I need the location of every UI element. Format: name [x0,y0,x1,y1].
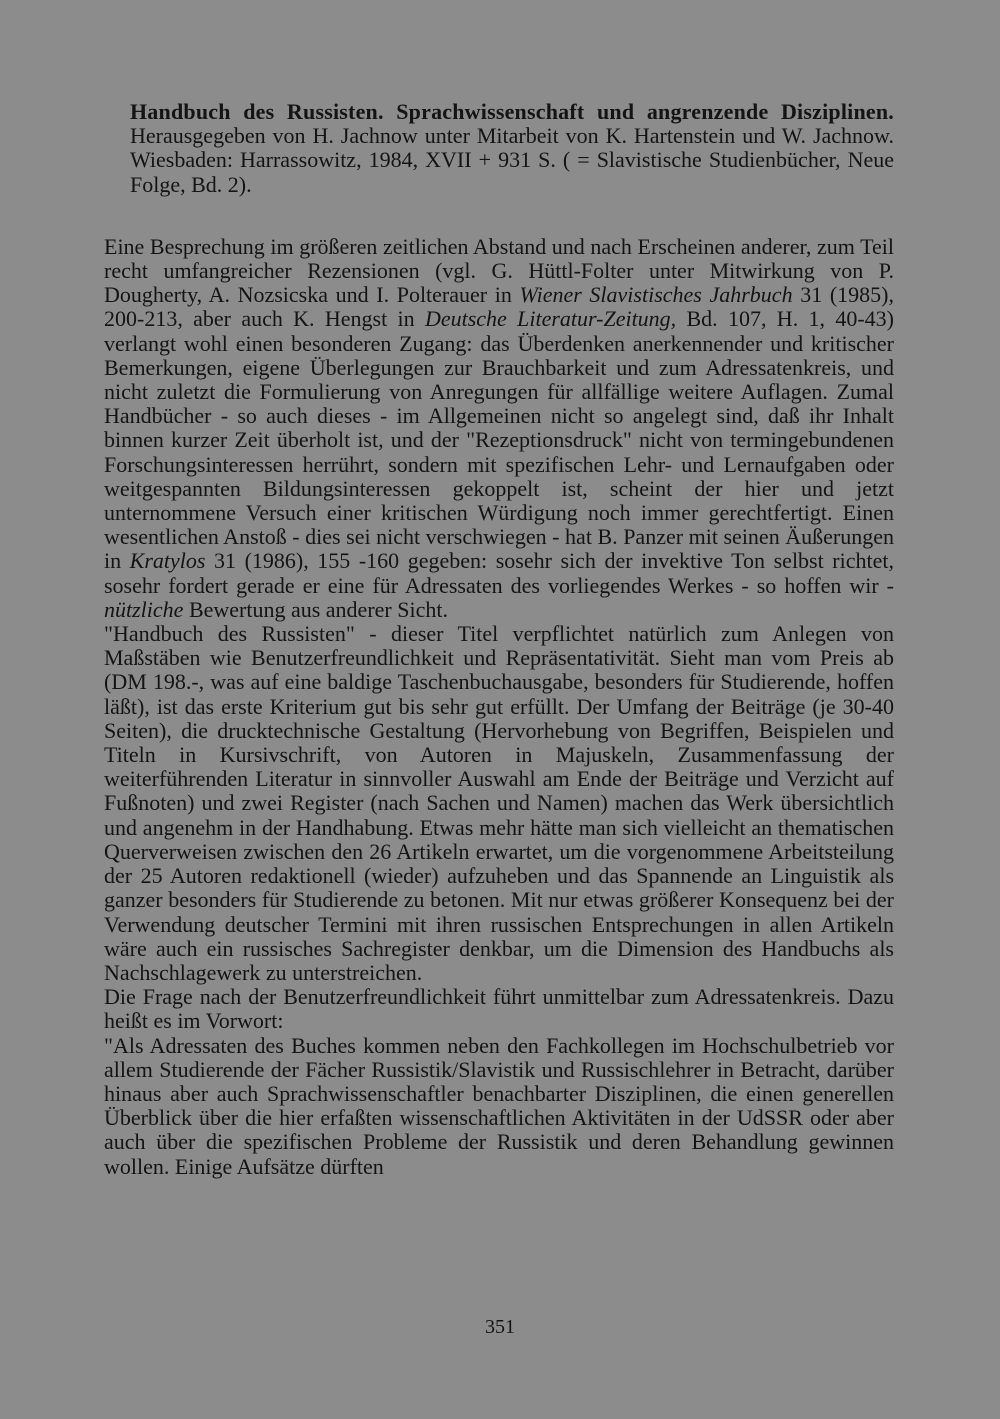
paragraph-1-text-c: Bd. 107, H. 1, 40-43) verlangt wohl einen besonderen Zugang: das Überdenken anerkennender und kritischer Bemerkungen, eigene Überlegungen zur Brauchbarkeit und zum Adressatenkreis, und nicht zuletzt die Formulierung von Anregungen für allfällige weitere Auflagen. Zumal Handbücher - so auch dieses - im Allgemeinen nicht so angelegt sind, daß ihr Inhalt binnen kurzer Zeit überholt ist, und der "Rezeptionsdruck" nicht von termingebundenen Forschungsinteressen herrührt, sondern mit spezifischen Lehr- und Lernaufgaben oder weitgespannten Bildungsinteressen gekoppelt ist, scheint der hier und jetzt unternommene Versuch einer kritischen Würdigung noch immer gerechtfertigt. Einen wesentlichen Anstoß - dies sei nicht verschwiegen - hat B. Panzer mit seinen Äußerungen in [104,306,894,574]
journal-title: Deutsche Literatur-Zeitung, [424,306,677,332]
paragraph-1-text-b: 31 (1985), 200-213, aber auch K. Hengst in [104,282,894,332]
paragraph-3: Die Frage nach der Benutzerfreundlichkeit führt unmittelbar zum Adressatenkreis. Dazu heißt es im Vorwort: [104,984,894,1034]
paragraph-1-text-a: Eine Besprechung im größeren zeitlichen Abstand und nach Erscheinen anderer, zum Teil recht umfangreicher Rezensionen (vgl. G. Hüttl-Folter unter Mitwirkung von P. Dougherty, A. Nozsicska und I. Polterauer in [104,233,894,308]
journal-title: Wiener Slavistisches Jahrbuch [519,282,793,308]
page-number: 351 [485,1316,515,1338]
paragraph-1-text-e: Bewertung aus anderer Sicht. [183,596,448,622]
body-text [104,100,894,1179]
book-title: Handbuch des Russisten. Sprachwissenschaft und angrenzende Disziplinen. [130,99,894,124]
journal-title: Kratylos [129,548,206,574]
paragraph-1-text-d: 31 (1986), 155 -160 gegeben: sosehr sich der invektive Ton selbst richtet, sosehr fordert gerade er eine für Adressaten des vorliegendes Werkes - so hoffen wir - [104,548,894,598]
paragraph-2: "Handbuch des Russisten" - dieser Titel verpflichtet natürlich zum Anlegen von Maßstäben wie Benutzerfreundlichkeit und Repräsentativität. Sieht man vom Preis ab (DM 198.-, was auf eine baldige Taschenbuchausgabe, besonders für Studierende, hoffen läßt), ist das erste Kriterium gut bis sehr gut erfüllt. Der Umfang der Beiträge (je 30-40 Seiten), die drucktechnische Gestaltung (Hervorhebung von Begriffen, Beispielen und Titeln in Kursivschrift, von Autoren in Majuskeln, Zusammenfassung der weiterführenden Literatur in sinnvoller Auswahl am Ende der Beiträge und Verzicht auf Fußnoten) und zwei Register (nach Sachen und Namen) machen das Werk übersichtlich und angenehm in der Handhabung. Etwas mehr hätte man sich vielleicht an thematischen Querverweisen zwischen den 26 Artikeln erwartet, um die vorgenommene Arbeitsteilung der 25 Autoren redaktionell (wieder) aufzuheben und das Spannende an Linguistik als ganzer besonders für Studierende zu betonen. Mit nur etwas größerer Konsequenz bei der Verwendung deutscher Termini mit ihren russischen Entsprechungen in allen Artikeln wäre auch ein russisches Sachregister denkbar, um die Dimension des Handbuchs als Nachschlagewerk zu unterstreichen. [104,621,894,985]
bibliographic-heading [104,100,894,197]
book-details: Herausgegeben von H. Jachnow unter Mitarbeit von K. Hartenstein und W. Jachnow. Wiesbaden: Harrassowitz, 1984, XVII + 931 S. ( = Slavistische Studienbücher, Neue Folge, Bd. 2). [130,123,894,197]
spacer [104,197,894,235]
emphasis: nützliche [104,596,184,622]
paragraph-1 [104,235,894,622]
quotation-paragraph: "Als Adressaten des Buches kommen neben den Fachkollegen im Hochschulbetrieb vor allem Studierende der Fächer Russistik/Slavistik und Russischlehrer in Betracht, darüber hinaus aber auch Sprachwissenschaftler benachbarter Disziplinen, die einen generellen Überblick über die hier erfaßten wissenschaftlichen Aktivitäten in der UdSSR oder aber auch über die spezifischen Probleme der Russistik und deren Behandlung gewinnen wollen. Einige Aufsätze dürften [104,1032,894,1179]
